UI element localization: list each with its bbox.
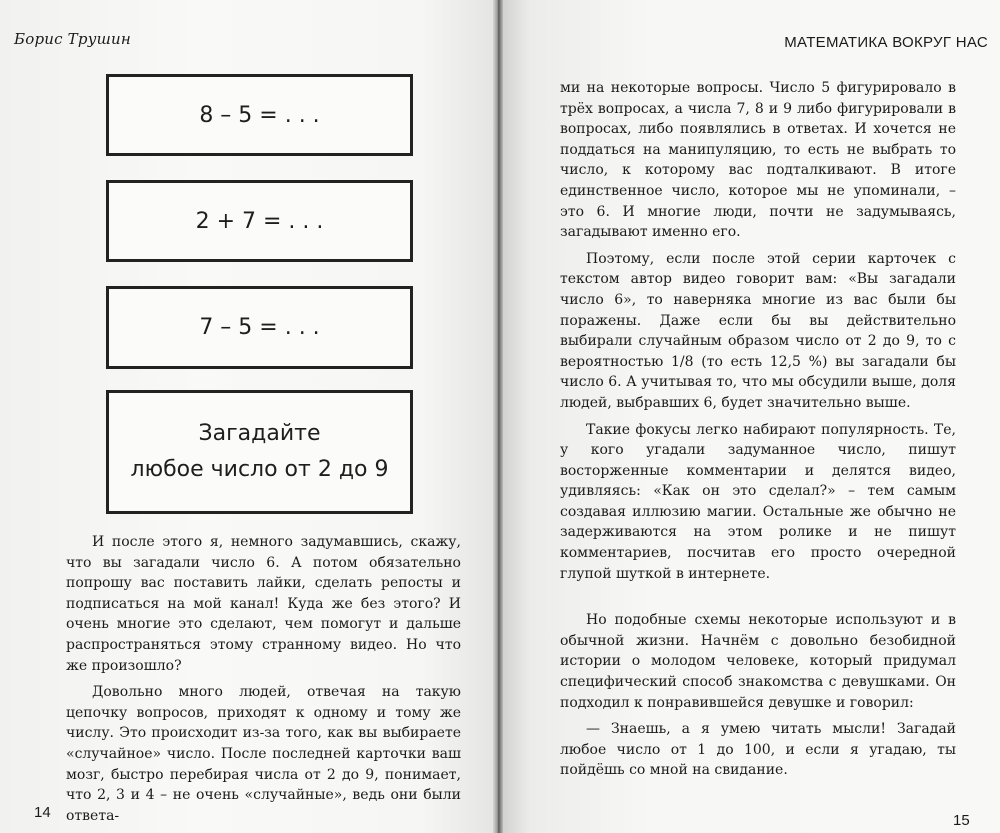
page-number-right: 15 <box>953 812 970 829</box>
left-paragraph-1: И после этого я, немного задумавшись, скажу, что вы загадали число 6. А потом обязательно попрошу вас поставить лайки, сделать репосты и подписаться на мой канал! Куда же без этого? И очень многие это сделают, чем помогут и дальше распространяться этому странному видео. Но что же произошло? <box>66 534 461 674</box>
right-dialogue-line: — Знаешь, а я умею читать мысли! Загадай любое число от 1 до 100, и если я угадаю, ты пойдёшь со мной на свидание. <box>560 721 956 779</box>
instruction-card-line-2: любое число от 2 до 9 <box>130 457 389 482</box>
right-paragraph-4: Но подобные схемы некоторые используют и в обычной жизни. Начнём с довольно безобидной истории о молодом человеке, который придумал специфический способ знакомства с девушками. Он подходил к понравившейся девушке и говорил: <box>560 612 956 711</box>
instruction-card <box>106 390 413 514</box>
arithmetic-card-1: 8 – 5 = . . . <box>106 74 413 156</box>
book-gutter <box>493 0 503 833</box>
right-paragraph-3: Такие фокусы легко набирают популярность. Те, у кого угадали задуманное число, пишут восторженные комментарии и делятся видео, удивляясь: «Как он это сделал?» – тем самым создавая иллюзию магии. Остальные же обычно не задерживаются на этом ролике и не пишут комментариев, посчитав его просто очередной глупой шуткой в интернете. <box>560 421 956 582</box>
arithmetic-card-3: 7 – 5 = . . . <box>106 286 413 369</box>
right-page-body <box>560 78 956 781</box>
instruction-card-line-1: Загадайте <box>198 421 321 446</box>
author-running-header: Борис Трушин <box>14 30 131 48</box>
title-running-header: МАТЕМАТИКА ВОКРУГ НАС <box>784 34 988 51</box>
left-page-body <box>66 532 461 826</box>
right-paragraph-1: ми на некоторые вопросы. Число 5 фигурировало в трёх вопросах, а числа 7, 8 и 9 либо фигурировали в вопросах, либо появлялись в ответах. И хочется не поддаться на манипуляцию, то есть не выбрать то число, к которому вас подталкивают. В итоге единственное число, которое мы не упоминали, – это 6. И многие люди, почти не задумываясь, загадывают именно его. <box>560 80 956 241</box>
right-paragraph-2: Поэтому, если после этой серии карточек с текстом автор видео говорит вам: «Вы загадали число 6», то наверняка многие из вас были бы поражены. Даже если бы вы действительно выбирали случайным образом число от 2 до 9, то с вероятностью 1/8 (то есть 12,5 %) вы загадали бы число 6. А учитывая то, что мы обсудили выше, доля людей, выбравших 6, будет значительно выше. <box>560 250 956 411</box>
left-paragraph-2: Довольно много людей, отвечая на такую цепочку вопросов, приходят к одному и тому же числу. Это происходит из-за того, как вы выбираете «случайное» число. После последней карточки ваш мозг, быстро перебирая числа от 2 до 9, понимает, что 2, 3 и 4 – не очень «случайные», ведь они были ответа- <box>66 684 461 824</box>
arithmetic-card-2: 2 + 7 = . . . <box>106 180 413 262</box>
page-number-left: 14 <box>34 804 51 821</box>
